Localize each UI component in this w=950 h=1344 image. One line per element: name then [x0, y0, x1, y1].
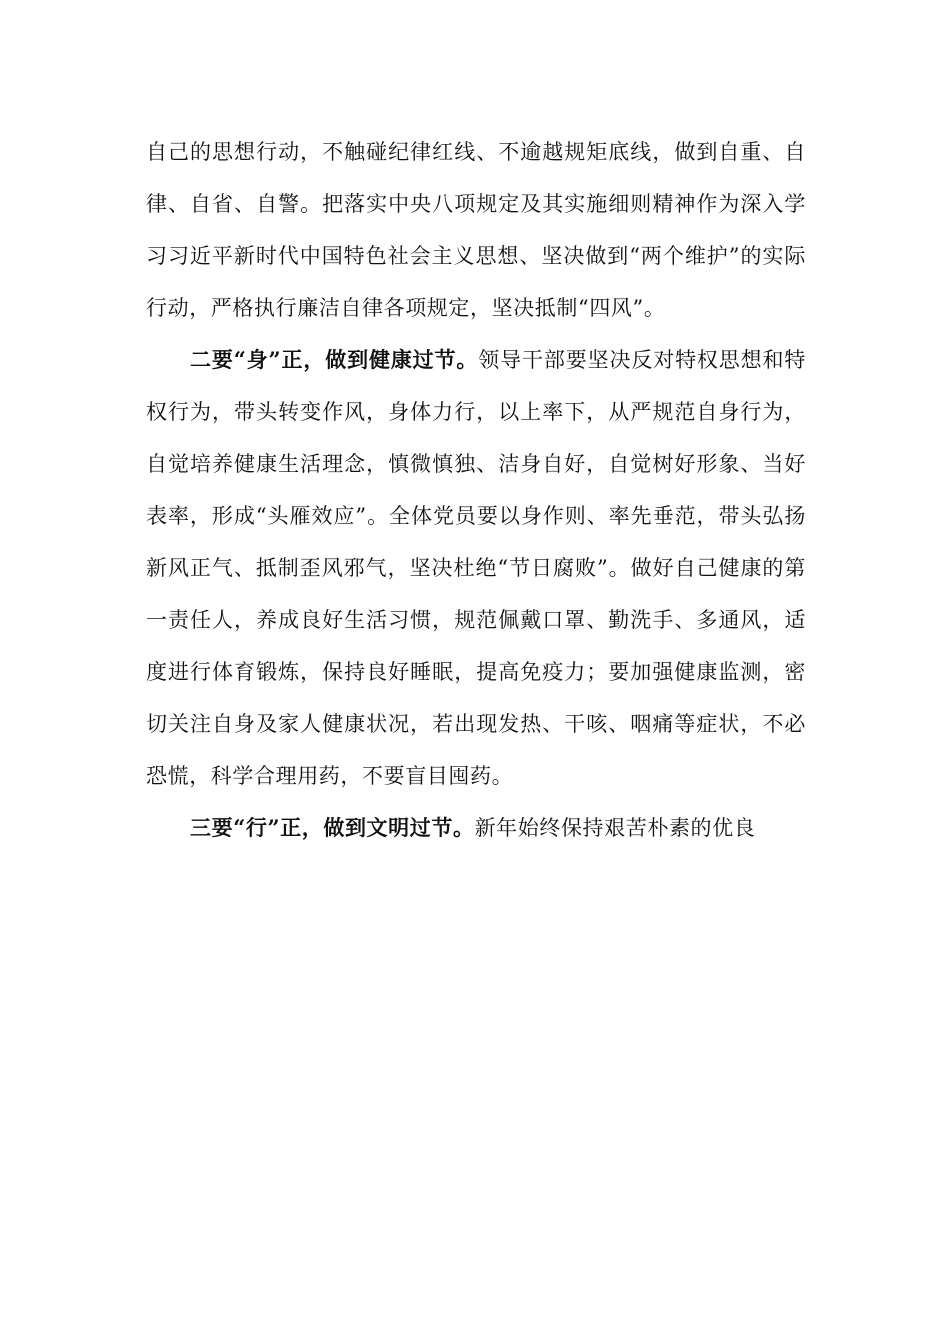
- paragraph-1: [146, 126, 806, 334]
- paragraph-2-text: 领导干部要坚决反对特权思想和特权行为，带头转变作风，身体力行，以上率下，从严规范自身行为，自觉培养健康生活理念，慎微慎独、洁身自好，自觉树好形象、当好表率，形成“头雁效应”。全体党员要以身作则、率先垂范，带头弘扬新风正气、抵制歪风邪气，坚决杜绝“节日腐败”。做好自己健康的第一责任人，养成良好生活习惯，规范佩戴口罩、勤洗手、多通风，适度进行体育锻炼，保持良好睡眠，提高免疫力；要加强健康监测，密切关注自身及家人健康状况，若出现发热、干咳、咽痛等症状，不必恐慌，科学合理用药，不要盲目囤药。: [146, 348, 806, 788]
- paragraph-2: [146, 334, 806, 802]
- paragraph-3-heading: 三要“行”正，做到文明过节。: [190, 815, 475, 840]
- document-body: [146, 126, 806, 854]
- paragraph-1-text: 自己的思想行动，不触碰纪律红线、不逾越规矩底线，做到自重、自律、自省、自警。把落实中央八项规定及其实施细则精神作为深入学习习近平新时代中国特色社会主义思想、坚决做到“两个维护”的实际行动，严格执行廉洁自律各项规定，坚决抵制“四风”。: [146, 140, 806, 320]
- paragraph-3: [146, 802, 806, 854]
- paragraph-3-text: 新年始终保持艰苦朴素的优良: [474, 816, 756, 840]
- paragraph-2-heading: 二要“身”正，做到健康过节。: [190, 347, 479, 372]
